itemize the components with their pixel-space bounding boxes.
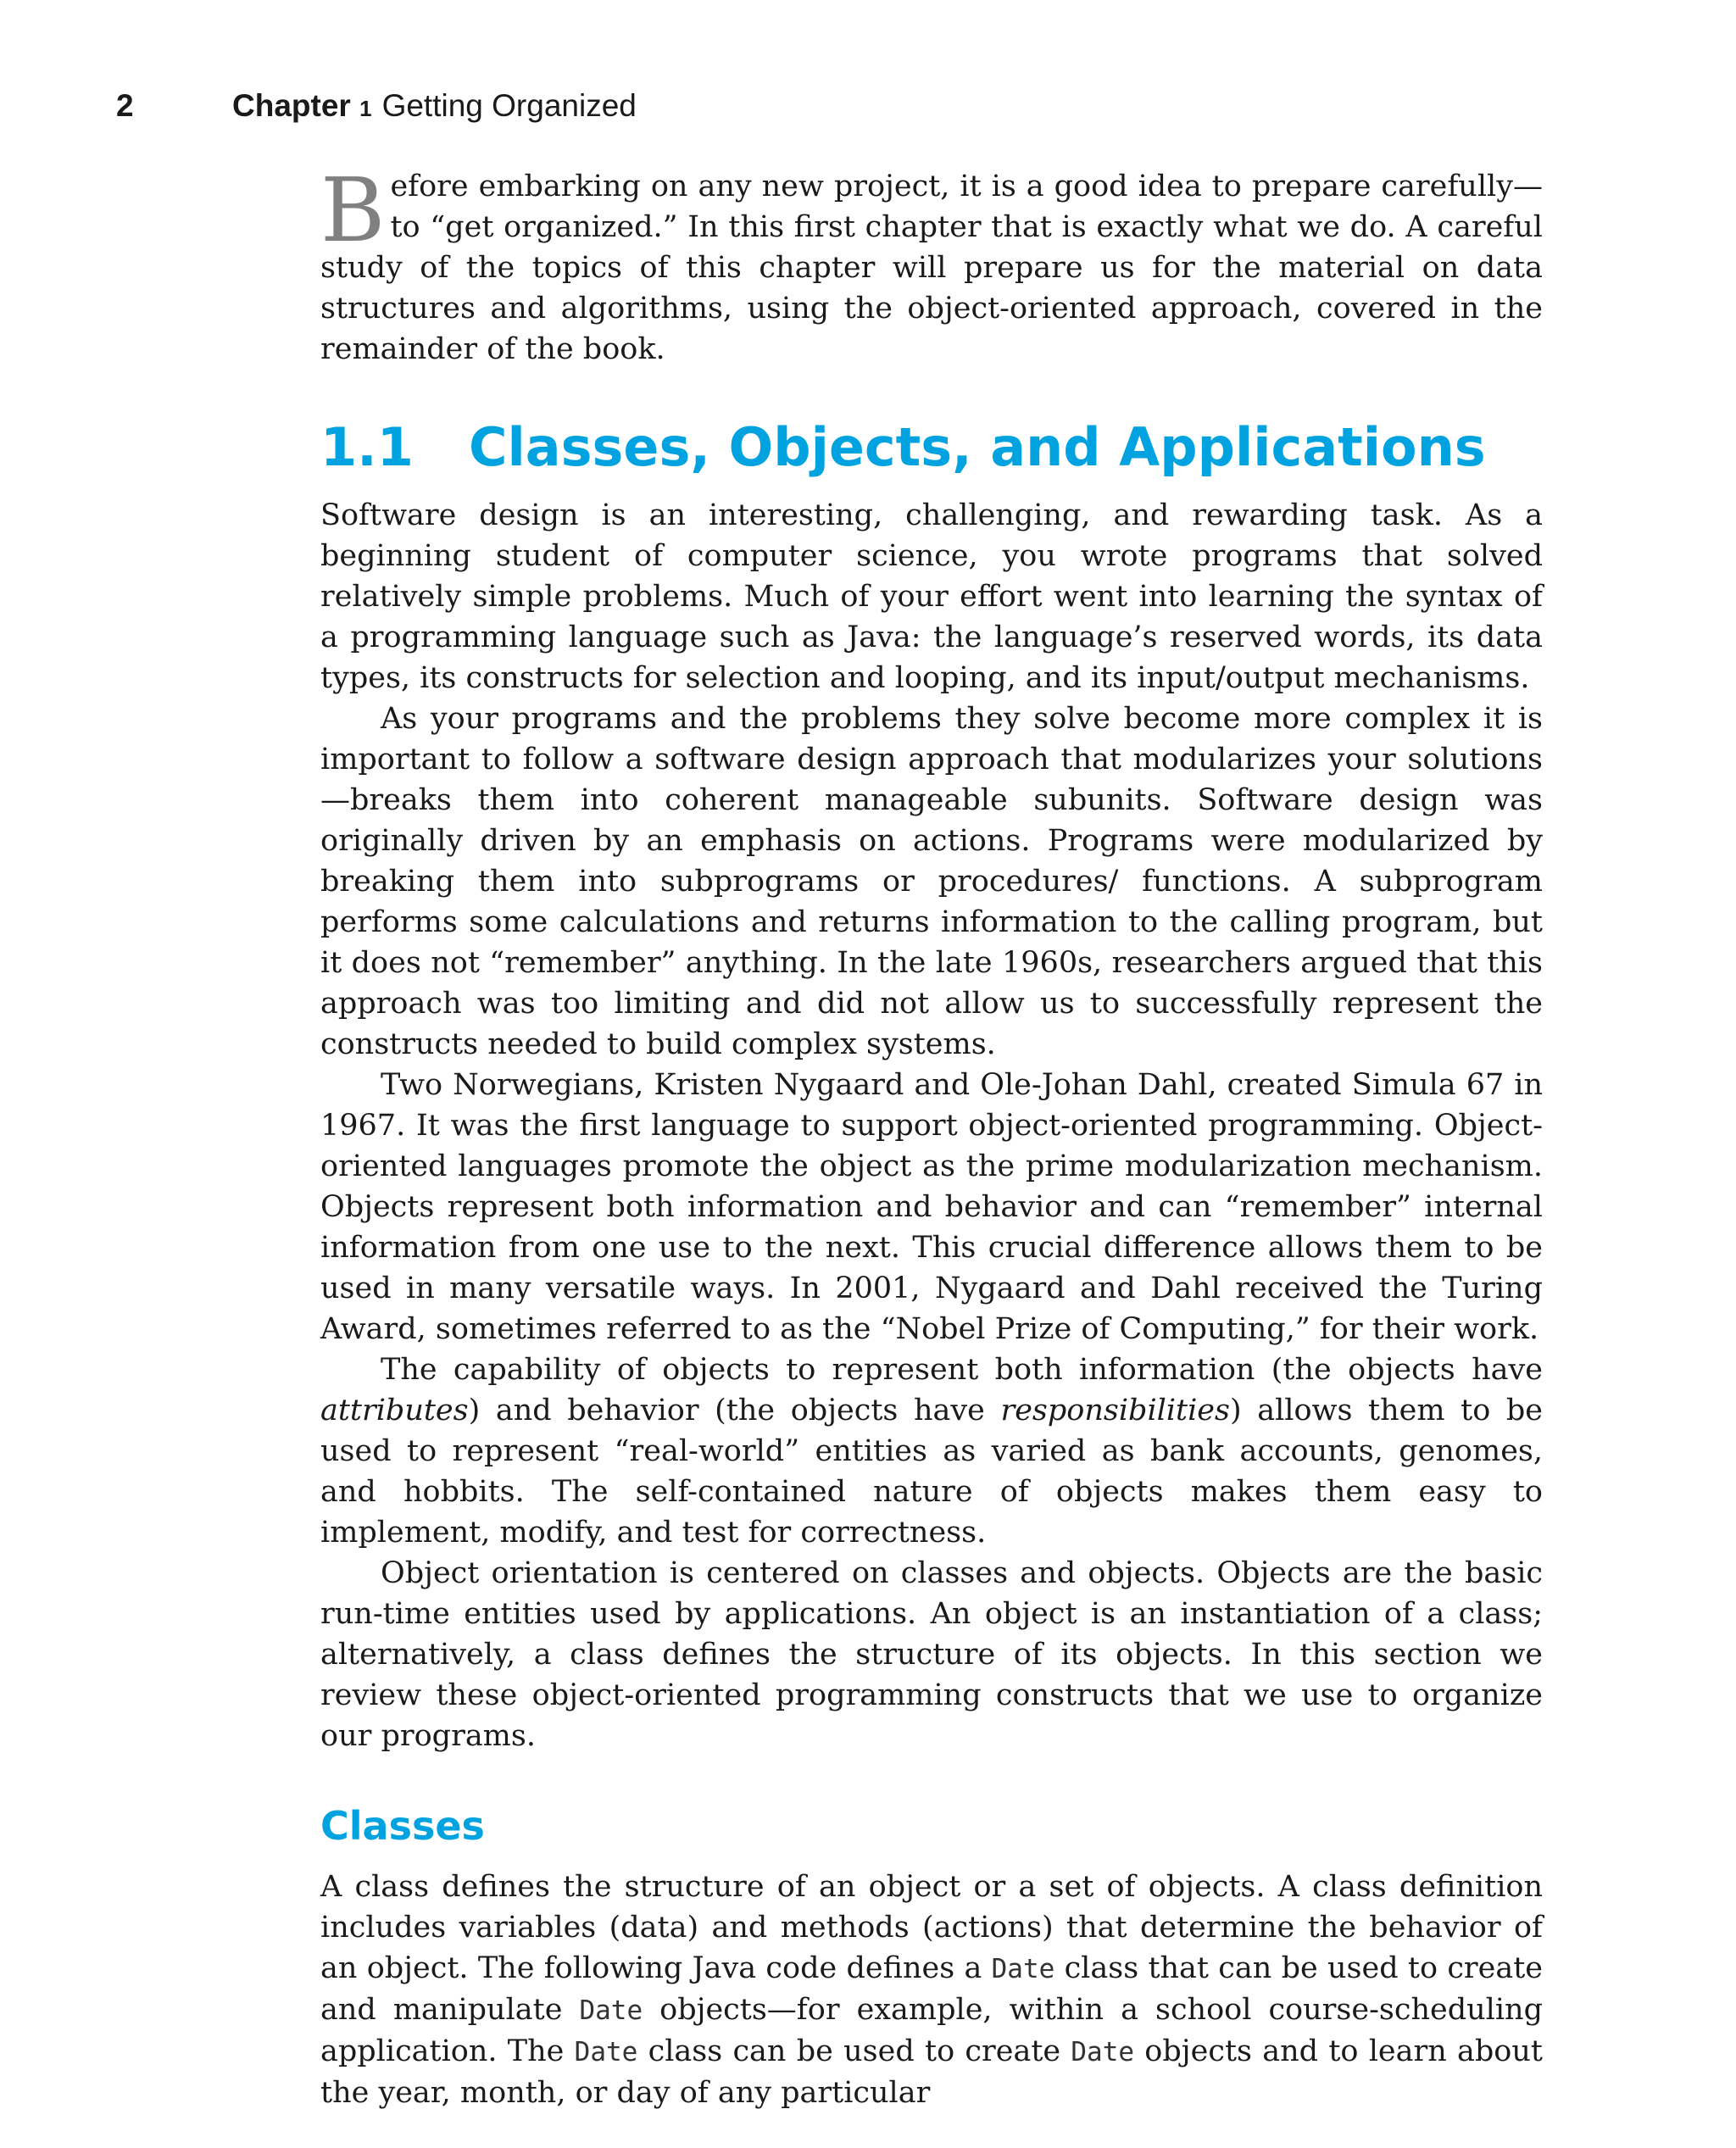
- section-heading: [320, 414, 1543, 481]
- drop-cap: B: [320, 159, 386, 262]
- italic-term: attributes: [320, 1394, 469, 1427]
- intro-text: efore embarking on any new project, it is a good idea to prepare carefully—to “get organized.” In this first chapter that is exactly what we do. A careful study of the topics of this chapter will prepare us for the material on data structures and algorithms, using the object-oriented approach, covered in the remainder of the book.: [320, 170, 1543, 366]
- section-title: Classes, Objects, and Applications: [469, 416, 1486, 478]
- code-term: Date: [991, 1954, 1055, 1984]
- text-run: ) and behavior (the objects have: [468, 1394, 1001, 1427]
- chapter-number: 1: [359, 96, 372, 121]
- intro-paragraph: [320, 159, 1543, 370]
- chapter-word: Chapter: [232, 88, 351, 123]
- paragraph: Object orientation is centered on classes and objects. Objects are the basic run-time entities used by applications. An object is an instantiation of a class; alternatively, a class defines the structure of its objects. In this section we review these object-oriented programming constructs that we use to organize our programs.: [320, 1556, 1543, 1753]
- text-run: The capability of objects to represent both information (the objects have: [381, 1353, 1543, 1387]
- text-run: objects—for example, within a school course-scheduling application. The: [320, 1993, 1543, 2068]
- code-term: Date: [579, 1995, 643, 2026]
- page-number: 2: [116, 88, 134, 123]
- paragraph: [320, 1349, 1543, 1553]
- subsection-heading: Classes: [320, 1803, 485, 1849]
- section-number: 1.1: [320, 416, 414, 478]
- italic-term: responsibilities: [1000, 1394, 1230, 1427]
- paragraph: As your programs and the problems they solve become more complex it is important to follow a software design approach that modularizes your solutions—breaks them into coherent manageable subunits. Software design was originally driven by an emphasis on actions. Programs were modularized by breaking them into subprograms or procedures/ functions. A subprogram performs some calculations and returns information to the calling program, but it does not “remember” anything. In the late 1960s, researchers argued that this approach was too limiting and did not allow us to successfully represent the constructs needed to build complex systems.: [320, 702, 1543, 1061]
- text-run: ) allows them to be used to represent “real-world” entities as varied as bank accounts, genomes, and hobbits. The self-contained nature of objects makes them easy to implement, modify, and test for correctness.: [320, 1394, 1543, 1550]
- code-term: Date: [1071, 2037, 1135, 2067]
- paragraph: Software design is an interesting, challenging, and rewarding task. As a beginning student of computer science, you wrote programs that solved relatively simple problems. Much of your effort went into learning the syntax of a programming language such as Java: the language’s reserved words, its data types, its constructs for selection and looping, and its input/output mechanisms.: [320, 498, 1543, 695]
- paragraph: Two Norwegians, Kristen Nygaard and Ole-Johan Dahl, created Simula 67 in 1967. It was the first language to support object-oriented programming. Object-oriented languages promote the object as the prime modularization mechanism. Objects represent both information and behavior and can “remember” internal information from one use to the next. This crucial difference allows them to be used in many versatile ways. In 2001, Nygaard and Dahl received the Turing Award, sometimes referred to as the “Nobel Prize of Computing,” for their work.: [320, 1068, 1543, 1346]
- text-run: objects and to learn about the year, month, or day of any particular: [320, 2034, 1543, 2110]
- code-term: Date: [574, 2037, 638, 2067]
- text-run: class that can be used to create and manipulate: [320, 1951, 1544, 2027]
- paragraph: [320, 1867, 1543, 2113]
- text-run: class can be used to create: [637, 2034, 1071, 2068]
- text-run: A class defines the structure of an object or a set of objects. A class definition includes variables (data) and methods (actions) that determine the behavior of an object. The following Java code defines a: [320, 1870, 1543, 1985]
- chapter-heading: [232, 88, 637, 124]
- page-body: [320, 159, 1544, 2113]
- chapter-title: Getting Organized: [381, 88, 637, 123]
